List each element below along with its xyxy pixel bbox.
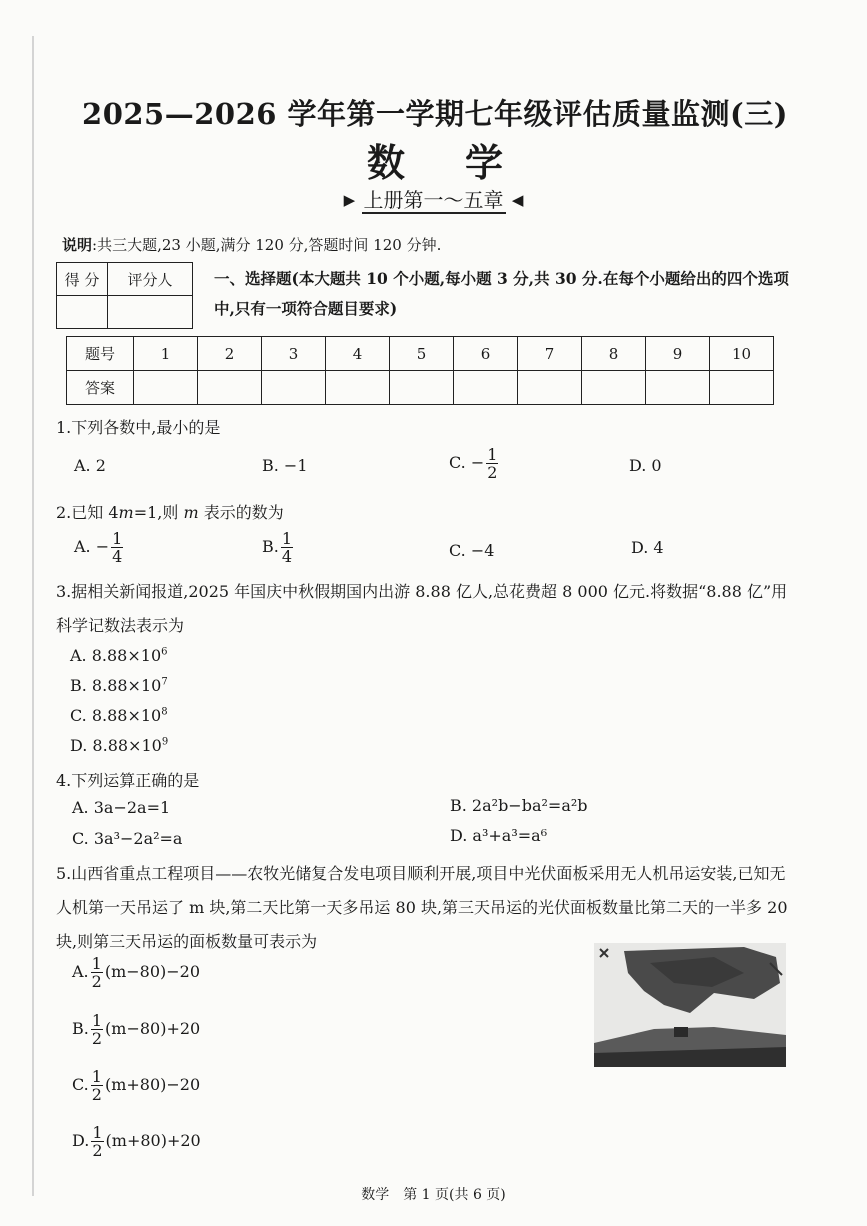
instructions <box>62 234 441 255</box>
q1-option-b: B. −1 <box>262 456 308 475</box>
question-number: 4 <box>326 337 390 371</box>
q2-option-b: B. $\frac{1}{4}$ <box>262 529 293 566</box>
q1-option-d: D. 0 <box>629 456 662 475</box>
q3-option-d: D. $8.88\times 10^9$ <box>70 736 169 755</box>
scope-line <box>0 184 867 213</box>
answer-cell[interactable] <box>710 371 774 405</box>
right-triangle-icon: ▶ <box>343 191 356 209</box>
q4-option-c: C. 3a³−2a²=a <box>72 829 183 848</box>
answer-cell[interactable] <box>198 371 262 405</box>
q1-stem: 1.下列各数中,最小的是 <box>56 418 221 437</box>
fraction: $\frac{1}{2}$ <box>91 954 102 991</box>
question-number: 2 <box>198 337 262 371</box>
q5-option-c: C. $\frac{1}{2}$ (m+80)−20 <box>72 1067 201 1104</box>
question-number: 9 <box>646 337 710 371</box>
q4-option-a: A. 3a−2a=1 <box>72 798 171 817</box>
q2-option-c: C. −4 <box>449 541 495 560</box>
question-number: 7 <box>518 337 582 371</box>
q1-option-c: C. − $\frac{1}{2}$ <box>449 445 498 482</box>
question-number: 3 <box>262 337 326 371</box>
question-number-header: 题号 <box>67 337 134 371</box>
q4-option-b: B. 2a²b−ba²=a²b <box>450 796 588 815</box>
page-footer: 数学 第 1 页(共 6 页) <box>361 1187 506 1203</box>
fraction: $\frac{1}{2}$ <box>487 445 498 482</box>
q4-stem: 4.下列运算正确的是 <box>56 771 200 790</box>
answer-header: 答案 <box>67 371 134 405</box>
grader-label: 评分人 <box>108 263 193 296</box>
q5-stem: 5.山西省重点工程项目——农牧光储复合发电项目顺利开展,项目中光伏面板采用无人机吊运安装,已知无人机第一天吊运了 m 块,第二天比第一天多吊运 80 块,第三天吊运的光伏面板数量比第二天的一半多 20 块,则第三天吊运的面板数量可表示为 <box>56 864 788 951</box>
section-1-title: 一、选择题(本大题共 10 个小题,每小题 3 分,共 30 分.在每个小题给出的四个选项中,只有一项符合题目要求) <box>214 269 789 318</box>
exam-title: 2025—2026 学年第一学期七年级评估质量监测(三) <box>82 97 788 131</box>
answer-cell[interactable] <box>262 371 326 405</box>
q3-option-b: B. $8.88\times 10^7$ <box>70 676 168 695</box>
question-number: 5 <box>390 337 454 371</box>
q3-stem: 3.据相关新闻报道,2025 年国庆中秋假期国内出游 8.88 亿人,总花费超 8 000 亿元.将数据“8.88 亿”用科学记数法表示为 <box>56 582 788 635</box>
fraction: $\frac{1}{2}$ <box>91 1067 102 1104</box>
answer-cell[interactable] <box>134 371 198 405</box>
answer-cell[interactable] <box>454 371 518 405</box>
fraction: $\frac{1}{2}$ <box>92 1123 103 1160</box>
subject-title: 数学 <box>366 140 563 185</box>
instructions-label: 说明 <box>62 236 93 254</box>
q3-option-c: C. $8.88\times 10^8$ <box>70 706 168 725</box>
scope-text: 上册第一～五章 <box>363 188 504 212</box>
answer-cell[interactable] <box>390 371 454 405</box>
q1-option-a: A. 2 <box>74 456 106 475</box>
q5-option-b: B. $\frac{1}{2}$ (m−80)+20 <box>72 1011 201 1048</box>
q2-option-a: A. − $\frac{1}{4}$ <box>74 529 123 566</box>
q2-stem: 2.已知 4m=1,则 m 表示的数为 <box>56 503 284 522</box>
answer-cell[interactable] <box>326 371 390 405</box>
score-label: 得 分 <box>57 263 108 296</box>
q3-option-a: A. $8.88\times 10^6$ <box>70 646 168 665</box>
grader-cell[interactable] <box>108 296 193 329</box>
drone-solar-panel-photo-icon <box>594 943 786 1067</box>
fraction: $\frac{1}{2}$ <box>91 1011 103 1048</box>
question-number: 1 <box>134 337 198 371</box>
q5-option-a: A. $\frac{1}{2}$ (m−80)−20 <box>72 954 201 991</box>
answer-cell[interactable] <box>518 371 582 405</box>
left-triangle-icon: ◀ <box>511 191 524 209</box>
question-number: 8 <box>582 337 646 371</box>
fraction: $\frac{1}{4}$ <box>112 529 123 566</box>
q5-option-d: D. $\frac{1}{2}$ (m+80)+20 <box>72 1123 201 1160</box>
score-cell[interactable] <box>57 296 108 329</box>
answer-table <box>66 336 774 405</box>
answer-cell[interactable] <box>646 371 710 405</box>
q2-option-d: D. 4 <box>631 538 664 557</box>
question-number: 10 <box>710 337 774 371</box>
instructions-text: :共三大题,23 小题,满分 120 分,答题时间 120 分钟. <box>92 236 442 254</box>
score-box <box>56 262 193 329</box>
fraction: $\frac{1}{4}$ <box>281 529 293 566</box>
question-number: 6 <box>454 337 518 371</box>
answer-cell[interactable] <box>582 371 646 405</box>
q4-option-d: D. a³+a³=a⁶ <box>450 826 548 845</box>
